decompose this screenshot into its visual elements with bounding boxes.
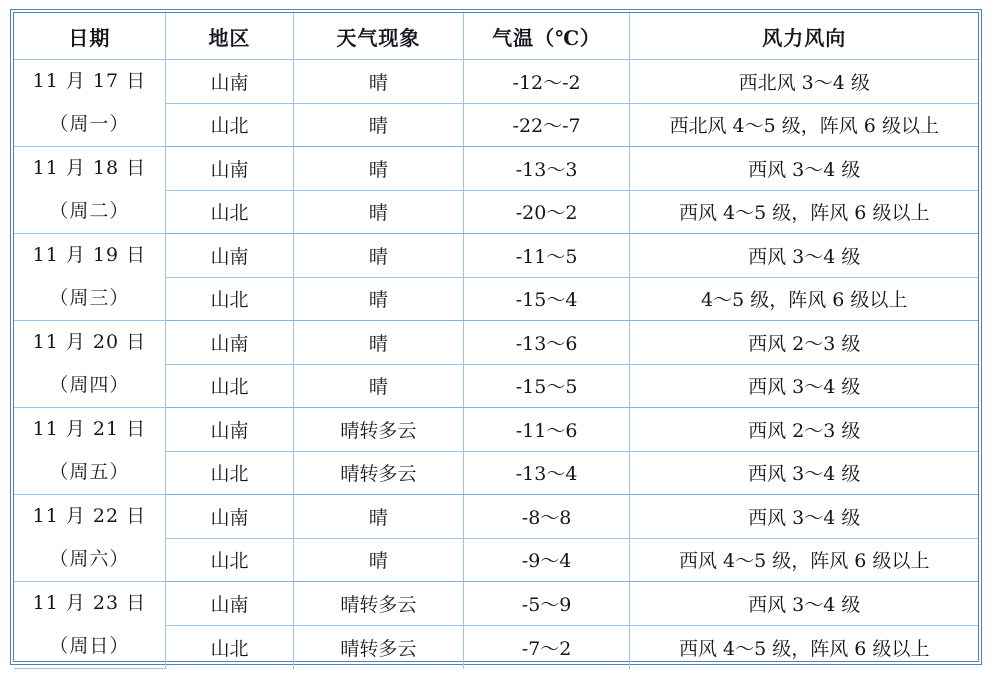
table-row bbox=[14, 495, 978, 539]
temperature-cell: -22～-7 bbox=[463, 103, 630, 147]
date-cell bbox=[14, 234, 165, 321]
region-cell: 山南 bbox=[165, 147, 293, 191]
date-line2: （周二） bbox=[49, 200, 130, 222]
date-line1: 11 月 19 日 bbox=[32, 244, 147, 266]
weather-table bbox=[14, 13, 978, 669]
col-header-date: 日期 bbox=[14, 13, 165, 60]
date-cell bbox=[14, 60, 165, 147]
wind-cell: 西风 4～5 级，阵风 6 级以上 bbox=[630, 625, 978, 668]
weather-cell: 晴转多云 bbox=[294, 625, 464, 668]
date-line1: 11 月 22 日 bbox=[32, 505, 147, 527]
wind-cell: 西风 2～3 级 bbox=[630, 321, 978, 365]
region-cell: 山南 bbox=[165, 408, 293, 452]
weather-forecast-table bbox=[10, 9, 982, 665]
weather-cell: 晴 bbox=[294, 538, 464, 582]
temperature-cell: -13～3 bbox=[463, 147, 630, 191]
weather-cell: 晴 bbox=[294, 277, 464, 321]
region-cell: 山北 bbox=[165, 625, 293, 668]
weather-cell: 晴 bbox=[294, 364, 464, 408]
wind-cell: 西风 3～4 级 bbox=[630, 364, 978, 408]
table-row bbox=[14, 321, 978, 365]
table-header-row bbox=[14, 13, 978, 60]
table-row bbox=[14, 234, 978, 278]
temperature-cell: -13～4 bbox=[463, 451, 630, 495]
table-row bbox=[14, 60, 978, 104]
weather-cell: 晴 bbox=[294, 190, 464, 234]
temperature-cell: -15～4 bbox=[463, 277, 630, 321]
wind-cell: 西北风 3～4 级 bbox=[630, 60, 978, 104]
region-cell: 山南 bbox=[165, 582, 293, 626]
weather-cell: 晴 bbox=[294, 234, 464, 278]
table-row bbox=[14, 147, 978, 191]
date-line1: 11 月 23 日 bbox=[32, 592, 147, 614]
temperature-cell: -11～5 bbox=[463, 234, 630, 278]
wind-cell: 西风 2～3 级 bbox=[630, 408, 978, 452]
col-header-weather: 天气现象 bbox=[294, 13, 464, 60]
wind-cell: 西风 3～4 级 bbox=[630, 147, 978, 191]
weather-cell: 晴 bbox=[294, 495, 464, 539]
region-cell: 山北 bbox=[165, 103, 293, 147]
date-cell bbox=[14, 582, 165, 669]
wind-cell: 西风 3～4 级 bbox=[630, 451, 978, 495]
temperature-cell: -8～8 bbox=[463, 495, 630, 539]
wind-cell: 4～5 级，阵风 6 级以上 bbox=[630, 277, 978, 321]
weather-cell: 晴转多云 bbox=[294, 408, 464, 452]
temperature-cell: -20～2 bbox=[463, 190, 630, 234]
wind-cell: 西北风 4～5 级，阵风 6 级以上 bbox=[630, 103, 978, 147]
region-cell: 山南 bbox=[165, 60, 293, 104]
weather-cell: 晴 bbox=[294, 147, 464, 191]
date-line2: （周日） bbox=[49, 635, 130, 657]
weather-cell: 晴 bbox=[294, 103, 464, 147]
region-cell: 山北 bbox=[165, 364, 293, 408]
date-line2: （周六） bbox=[49, 548, 130, 570]
date-line1: 11 月 21 日 bbox=[32, 418, 147, 440]
table-row bbox=[14, 582, 978, 626]
weather-cell: 晴 bbox=[294, 321, 464, 365]
date-line1: 11 月 17 日 bbox=[32, 70, 147, 92]
date-line1: 11 月 18 日 bbox=[32, 157, 147, 179]
date-cell bbox=[14, 408, 165, 495]
temperature-cell: -11～6 bbox=[463, 408, 630, 452]
wind-cell: 西风 4～5 级，阵风 6 级以上 bbox=[630, 538, 978, 582]
region-cell: 山北 bbox=[165, 277, 293, 321]
weather-cell: 晴 bbox=[294, 60, 464, 104]
wind-cell: 西风 3～4 级 bbox=[630, 495, 978, 539]
weather-cell: 晴转多云 bbox=[294, 582, 464, 626]
date-cell bbox=[14, 147, 165, 234]
wind-cell: 西风 3～4 级 bbox=[630, 582, 978, 626]
temperature-cell: -5～9 bbox=[463, 582, 630, 626]
wind-cell: 西风 4～5 级，阵风 6 级以上 bbox=[630, 190, 978, 234]
region-cell: 山南 bbox=[165, 321, 293, 365]
region-cell: 山北 bbox=[165, 451, 293, 495]
col-header-region: 地区 bbox=[165, 13, 293, 60]
region-cell: 山南 bbox=[165, 495, 293, 539]
date-line1: 11 月 20 日 bbox=[32, 331, 147, 353]
temperature-cell: -15～5 bbox=[463, 364, 630, 408]
region-cell: 山南 bbox=[165, 234, 293, 278]
date-line2: （周三） bbox=[49, 287, 130, 309]
col-header-temperature: 气温（℃） bbox=[463, 13, 630, 60]
region-cell: 山北 bbox=[165, 190, 293, 234]
col-header-wind: 风力风向 bbox=[630, 13, 978, 60]
date-line2: （周一） bbox=[49, 113, 130, 135]
temperature-cell: -7～2 bbox=[463, 625, 630, 668]
date-line2: （周五） bbox=[49, 461, 130, 483]
temperature-cell: -12～-2 bbox=[463, 60, 630, 104]
region-cell: 山北 bbox=[165, 538, 293, 582]
date-line2: （周四） bbox=[49, 374, 130, 396]
date-cell bbox=[14, 321, 165, 408]
temperature-cell: -9～4 bbox=[463, 538, 630, 582]
date-cell bbox=[14, 495, 165, 582]
temperature-cell: -13～6 bbox=[463, 321, 630, 365]
weather-cell: 晴转多云 bbox=[294, 451, 464, 495]
table-row bbox=[14, 408, 978, 452]
wind-cell: 西风 3～4 级 bbox=[630, 234, 978, 278]
